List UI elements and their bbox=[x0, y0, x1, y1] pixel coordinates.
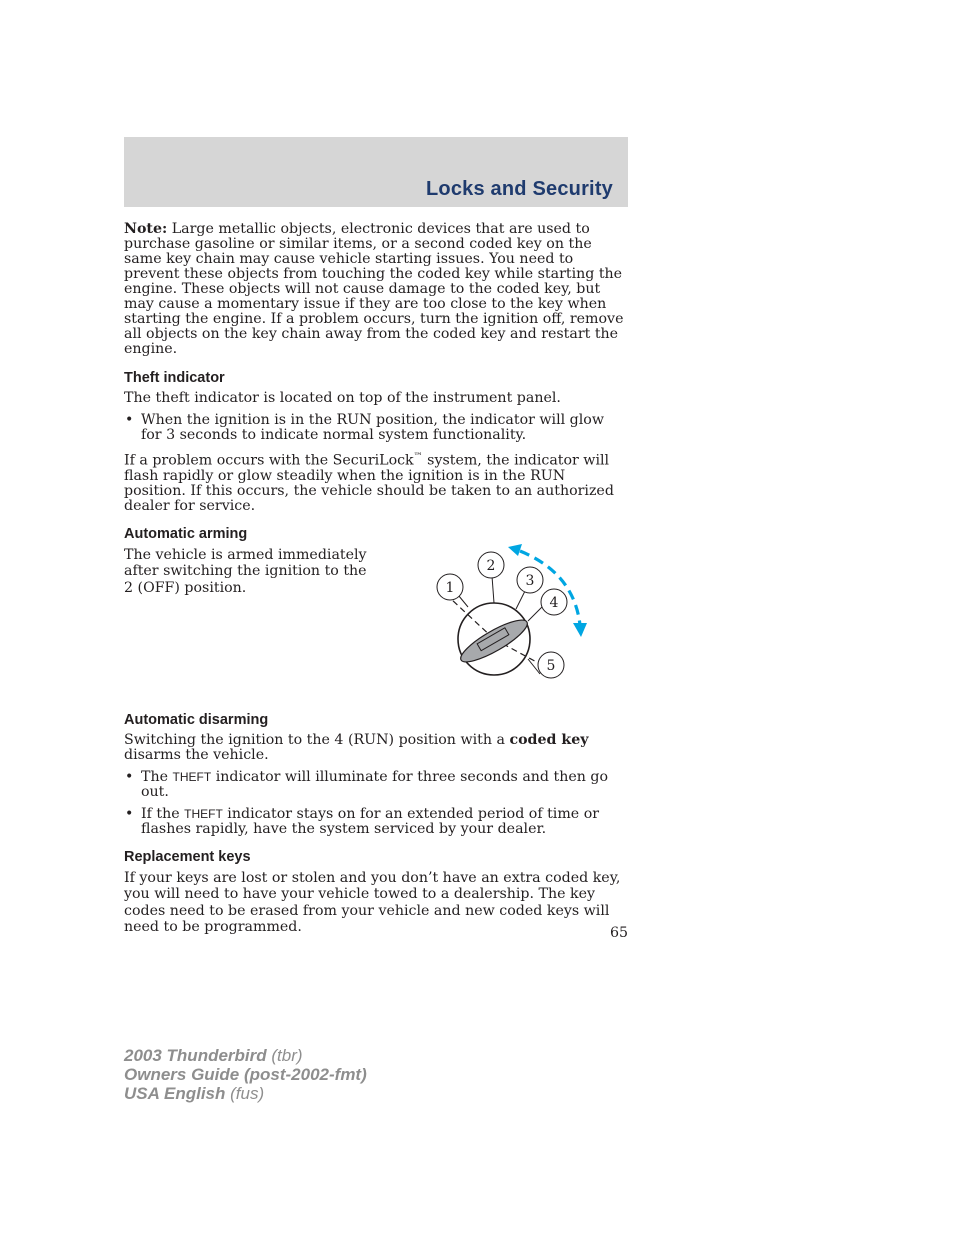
footer-line-1 bbox=[124, 1046, 367, 1065]
header-band bbox=[124, 137, 628, 207]
position-label-1: 1 bbox=[445, 579, 455, 596]
section-automatic-arming bbox=[124, 526, 629, 712]
footer-line-2 bbox=[124, 1065, 367, 1084]
page-title: Locks and Security bbox=[426, 178, 613, 200]
disarming-text-end: disarms the vehicle. bbox=[124, 746, 269, 763]
theft-indicator-intro: The theft indicator is located on top of the instrument panel. bbox=[124, 390, 561, 406]
note-label: Note: bbox=[124, 221, 168, 237]
replacement-keys-text: If your keys are lost or stolen and you don’t have an extra coded key, you will need to have your vehicle towed to a dealership. The key codes need to be erased from your vehicle and new coded keys will need to be programmed. bbox=[124, 869, 621, 936]
page-number: 65 bbox=[609, 925, 628, 941]
position-label-4: 4 bbox=[549, 594, 559, 611]
position-label-2: 2 bbox=[486, 557, 496, 574]
bullet-icon: • bbox=[125, 412, 134, 428]
leader-line bbox=[492, 576, 494, 603]
footer-line-3 bbox=[124, 1084, 367, 1103]
theft-indicator-label: THEFT bbox=[172, 769, 212, 784]
trademark-symbol: ™ bbox=[413, 452, 423, 462]
arming-row bbox=[124, 547, 629, 712]
list-item bbox=[124, 807, 629, 837]
bullet-icon: • bbox=[125, 768, 134, 785]
bullet-icon: • bbox=[125, 805, 134, 822]
section-replacement-keys bbox=[124, 849, 629, 936]
footer-guide: Owners Guide (post-2002-fmt) bbox=[124, 1065, 367, 1084]
bullet-text: When the ignition is in the RUN position, the indicator will glow for 3 seconds to indicate normal system functionality. bbox=[141, 412, 604, 443]
automatic-disarming-intro bbox=[124, 733, 629, 763]
arrowhead-start-icon bbox=[508, 544, 522, 556]
leader-line bbox=[528, 606, 543, 621]
theft-indicator-label: THEFT bbox=[184, 806, 223, 821]
disarming-text-start: Switching the ignition to the 4 (RUN) position with a bbox=[124, 731, 510, 748]
heading-theft-indicator: Theft indicator bbox=[124, 370, 225, 386]
problem-text-end: system, the indicator will flash rapidly or glow steadily when the ignition is in the RUN position. If this occurs, the vehicle should be taken to an authorized dealer for service. bbox=[124, 452, 614, 514]
problem-text-start: If a problem occurs with the SecuriLock bbox=[124, 452, 414, 469]
position-label-3: 3 bbox=[525, 572, 535, 589]
bullet-text-end: indicator stays on for an extended period of time or flashes rapidly, have the system serviced by your dealer. bbox=[141, 805, 600, 837]
coded-key-bold: coded key bbox=[509, 731, 589, 748]
bullet-text-start: The bbox=[141, 768, 173, 785]
list-item bbox=[124, 413, 629, 443]
bullet-text-end: indicator will illuminate for three seconds and then go out. bbox=[141, 768, 609, 800]
position-label-5: 5 bbox=[546, 657, 556, 674]
footer-model: 2003 Thunderbird bbox=[124, 1046, 267, 1065]
note-text: Large metallic objects, electronic devices that are used to purchase gasoline or similar items, or a second coded key on the same key chain may cause vehicle starting issues. You need to prevent these objects from touching the coded key while starting the engine. These objects will not cause damage to the coded key, but may cause a momentary issue if they are too close to the key when starting the engine. If a problem occurs, turn the ignition off, remove all objects on the key chain away from the coded key and restart the engine. bbox=[124, 221, 624, 357]
heading-replacement-keys: Replacement keys bbox=[124, 848, 251, 865]
page-content bbox=[124, 222, 629, 936]
heading-automatic-arming: Automatic arming bbox=[124, 525, 248, 542]
heading-automatic-disarming: Automatic disarming bbox=[124, 711, 269, 728]
section-automatic-disarming bbox=[124, 712, 629, 837]
theft-indicator-problem bbox=[124, 450, 629, 514]
footer-language: USA English bbox=[124, 1084, 226, 1103]
note-paragraph bbox=[124, 222, 629, 357]
footer-language-code: (fus) bbox=[225, 1084, 265, 1103]
arrowhead-end-icon bbox=[573, 623, 587, 637]
bullet-text-start: If the bbox=[141, 805, 185, 822]
footer-metadata bbox=[124, 1046, 367, 1103]
ignition-diagram bbox=[424, 543, 604, 693]
footer-model-code: (tbr) bbox=[266, 1046, 303, 1065]
list-item bbox=[124, 770, 629, 800]
automatic-arming-text: The vehicle is armed immediately after switching the ignition to the 2 (OFF) position. bbox=[124, 546, 367, 596]
